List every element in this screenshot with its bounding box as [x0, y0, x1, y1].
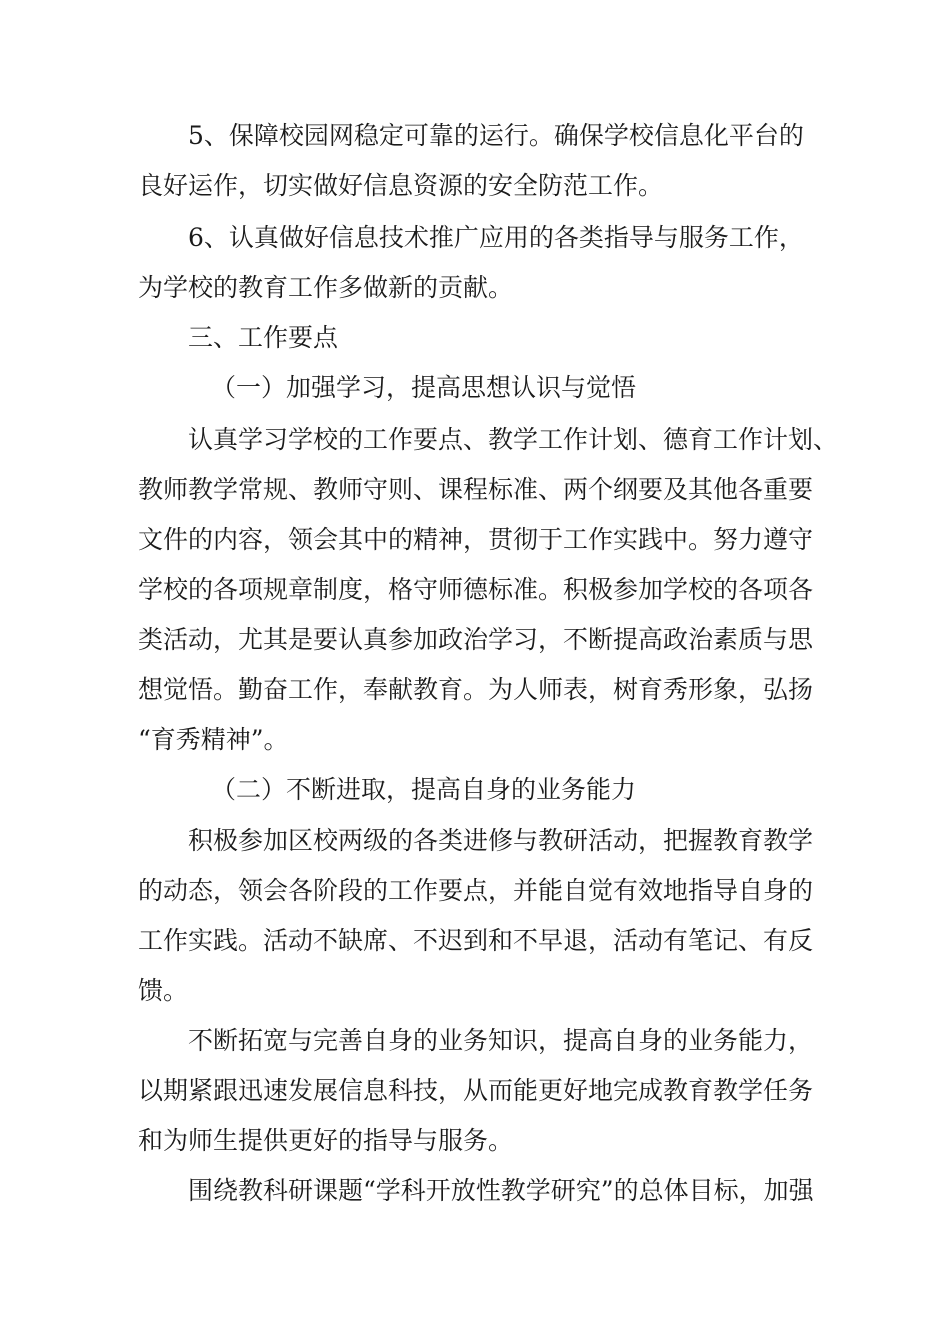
- paragraph-line: 教师教学常规、教师守则、课程标准、两个纲要及其他各重要: [138, 475, 814, 504]
- paragraph-line: 工作实践。活动不缺席、不迟到和不早退，活动有笔记、有反: [138, 926, 814, 955]
- paragraph-line: 想觉悟。勤奋工作，奉献教育。为人师表，树育秀形象，弘扬: [138, 675, 814, 704]
- paragraph-line: 的动态，领会各阶段的工作要点，并能自觉有效地指导自身的: [138, 876, 814, 905]
- paragraph-line: 认真学习学校的工作要点、教学工作计划、德育工作计划、: [188, 425, 839, 454]
- subsection-heading: （一）加强学习，提高思想认识与觉悟: [211, 373, 637, 402]
- paragraph-line: 不断拓宽与完善自身的业务知识，提高自身的业务能力，: [188, 1026, 814, 1055]
- paragraph-line: 6、认真做好信息技术推广应用的各类指导与服务工作，: [188, 223, 804, 252]
- paragraph-line: 为学校的教育工作多做新的贡献。: [138, 273, 514, 302]
- paragraph-line: 类活动，尤其是要认真参加政治学习，不断提高政治素质与思: [138, 625, 814, 654]
- section-heading: 三、工作要点: [188, 323, 339, 352]
- subsection-heading: （二）不断进取，提高自身的业务能力: [211, 775, 637, 804]
- paragraph-line: 馈。: [138, 976, 189, 1005]
- paragraph-line: 积极参加区校两级的各类进修与教研活动，把握教育教学: [188, 826, 814, 855]
- paragraph-line: 和为师生提供更好的指导与服务。: [138, 1126, 514, 1155]
- paragraph-line: 以期紧跟迅速发展信息科技，从而能更好地完成教育教学任务: [138, 1076, 814, 1105]
- paragraph-line: 学校的各项规章制度，格守师德标准。积极参加学校的各项各: [138, 575, 814, 604]
- paragraph-line: 围绕教科研课题“学科开放性教学研究”的总体目标，加强: [188, 1176, 814, 1205]
- paragraph-line: 5、保障校园网稳定可靠的运行。确保学校信息化平台的: [188, 121, 804, 150]
- paragraph-line: 文件的内容，领会其中的精神，贯彻于工作实践中。努力遵守: [138, 525, 814, 554]
- paragraph-line: 良好运作，切实做好信息资源的安全防范工作。: [138, 171, 664, 200]
- paragraph-line: “育秀精神”。: [138, 725, 289, 754]
